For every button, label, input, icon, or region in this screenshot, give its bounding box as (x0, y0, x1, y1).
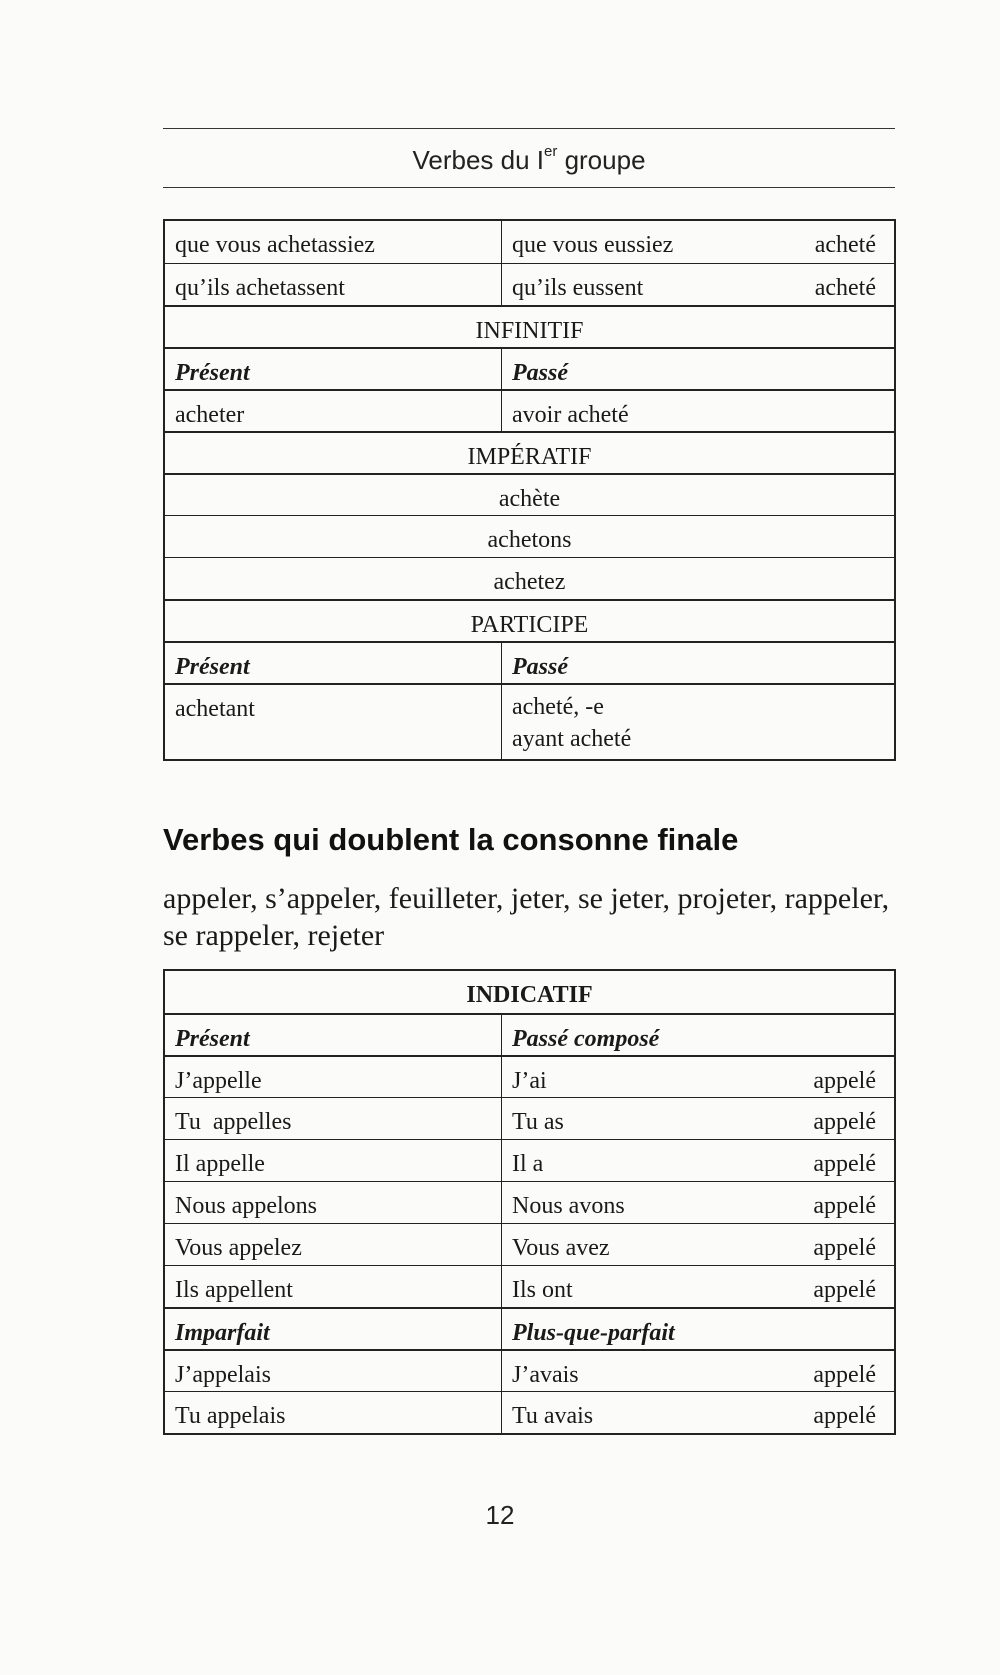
cell-form: qu’ils achetassent (165, 264, 502, 305)
present-label: Présent (165, 643, 502, 683)
conjugation-table-acheter (163, 219, 896, 761)
cell-form: ayant acheté (512, 726, 632, 752)
section-header-imperatif (165, 431, 894, 473)
section-header-infinitif (165, 305, 894, 347)
cell-form: J’appelle (165, 1057, 502, 1097)
table-row (165, 1349, 894, 1391)
header-rule-bottom (163, 187, 895, 188)
infinitif-header: INFINITIF (475, 318, 584, 344)
participe-header: PARTICIPE (470, 612, 589, 638)
header-rule-top (163, 128, 895, 129)
cell-form: que vous achetassiez (165, 221, 502, 263)
cell-auxiliary: Il a (512, 1151, 544, 1177)
table-row (165, 1223, 894, 1265)
table-row (165, 1265, 894, 1307)
table-row (165, 473, 894, 515)
cell-participle: acheté (814, 275, 876, 301)
cell-form: Nous appelons (165, 1182, 502, 1223)
cell-participle: appelé (813, 1235, 876, 1261)
cell-form: achetant (165, 685, 502, 759)
present-label: Présent (165, 1015, 502, 1055)
section-header-participe (165, 599, 894, 641)
cell-form: achetez (493, 569, 566, 595)
cell-form: achète (498, 486, 561, 512)
label-row (165, 1307, 894, 1349)
cell-form: acheté, -e (512, 694, 604, 720)
cell-participle: appelé (813, 1277, 876, 1303)
cell-form: Vous appelez (165, 1224, 502, 1265)
table-row (165, 1055, 894, 1097)
table-row (165, 1391, 894, 1433)
table-row (165, 1181, 894, 1223)
cell-form: Tu appelles (165, 1098, 502, 1139)
cell-auxiliary: que vous eussiez (512, 232, 674, 258)
passe-compose-label: Passé composé (512, 1026, 660, 1052)
table-row (165, 389, 894, 431)
cell-participle: acheté (814, 232, 876, 258)
table-row (165, 1097, 894, 1139)
cell-form: Il appelle (165, 1140, 502, 1181)
cell-auxiliary: J’ai (512, 1068, 547, 1094)
passe-label: Passé (512, 654, 568, 680)
conjugation-table-appeler (163, 969, 896, 1435)
table-row (165, 557, 894, 599)
cell-form: Tu appelais (165, 1392, 502, 1433)
section-title: Verbes qui doublent la consonne finale (163, 822, 739, 857)
cell-participle: appelé (813, 1151, 876, 1177)
cell-auxiliary: qu’ils eussent (512, 275, 644, 301)
label-row (165, 347, 894, 389)
cell-participle: appelé (813, 1193, 876, 1219)
cell-form: Ils appellent (165, 1266, 502, 1307)
section-header-indicatif (165, 971, 894, 1013)
table-row (165, 263, 894, 305)
table-row (165, 515, 894, 557)
table-row (165, 683, 894, 759)
verb-list: appeler, s’appeler, feuilleter, jeter, se jeter, projeter, rappeler, se rappeler, rejeter (163, 882, 890, 952)
table-row (165, 1139, 894, 1181)
page-number: 12 (485, 1500, 515, 1530)
cell-form: avoir acheté (512, 402, 629, 428)
imperatif-header: IMPÉRATIF (467, 444, 592, 470)
cell-form: acheter (165, 391, 502, 431)
label-row (165, 1013, 894, 1055)
cell-participle: appelé (813, 1362, 876, 1388)
cell-form: achetons (487, 527, 572, 553)
cell-auxiliary: Vous avez (512, 1235, 610, 1261)
plus-que-parfait-label: Plus-que-parfait (512, 1320, 675, 1346)
cell-auxiliary: J’avais (512, 1362, 579, 1388)
present-label: Présent (165, 349, 502, 389)
cell-participle: appelé (813, 1403, 876, 1429)
label-row (165, 641, 894, 683)
passe-label: Passé (512, 360, 568, 386)
cell-form: J’appelais (165, 1351, 502, 1391)
table-row (165, 221, 894, 263)
cell-participle: appelé (813, 1109, 876, 1135)
cell-auxiliary: Ils ont (512, 1277, 573, 1303)
running-head: Verbes du Ier groupe (412, 143, 646, 175)
cell-auxiliary: Nous avons (512, 1193, 625, 1219)
imparfait-label: Imparfait (165, 1309, 502, 1349)
cell-auxiliary: Tu as (512, 1109, 564, 1135)
cell-auxiliary: Tu avais (512, 1403, 594, 1429)
cell-participle: appelé (813, 1068, 876, 1094)
indicatif-header: INDICATIF (466, 982, 593, 1008)
